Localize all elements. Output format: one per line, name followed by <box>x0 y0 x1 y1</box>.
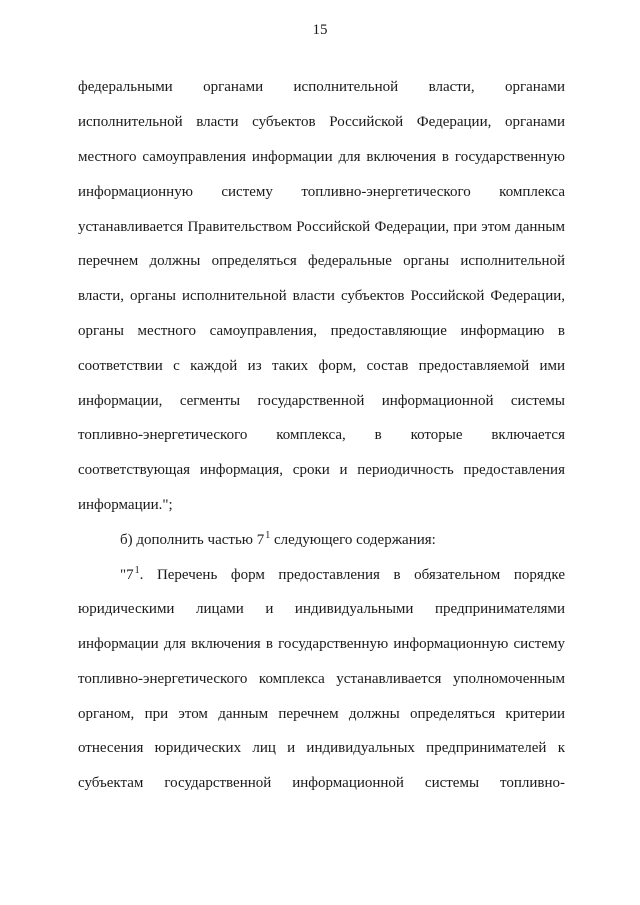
item-b-line <box>120 530 565 552</box>
text-line: информации."; <box>78 497 173 513</box>
paragraph-7-1-superscript: 1 <box>134 565 140 576</box>
text-line: юридическими лицами и индивидуальными предпринимателями <box>78 601 565 617</box>
text-line: устанавливается Правительством Российской Федерации, при этом данным <box>78 219 565 235</box>
text-line: перечнем должны определяться федеральные органы исполнительной <box>78 253 565 269</box>
paragraph-7-1-first-line <box>120 565 565 587</box>
item-b-superscript: 1 <box>265 530 271 541</box>
text-line: соответствующая информация, сроки и периодичность предоставления <box>78 462 565 478</box>
text-line: информации для включения в государственную информационную систему <box>78 636 565 652</box>
text-line: местного самоуправления информации для включения в государственную <box>78 149 565 165</box>
text-line: соответствии с каждой из таких форм, состав предоставляемой ими <box>78 358 565 374</box>
paragraph-7-1-text: . Перечень форм предоставления в обязательном порядке <box>139 567 565 583</box>
text-line: органом, при этом данным перечнем должны определяться критерии <box>78 706 565 722</box>
text-line: субъектам государственной информационной системы топливно- <box>78 775 565 791</box>
text-line: топливно-энергетического комплекса, в которые включается <box>78 427 565 443</box>
text-line: информационную систему топливно-энергетического комплекса <box>78 184 565 200</box>
text-line: топливно-энергетического комплекса устанавливается уполномоченным <box>78 671 565 687</box>
item-b-text-after: следующего содержания: <box>270 532 436 548</box>
text-line: информации, сегменты государственной информационной системы <box>78 393 565 409</box>
item-b-text-before: б) дополнить частью 7 <box>120 532 265 548</box>
paragraph-7-1-number: "7 <box>120 567 134 583</box>
text-line: федеральными органами исполнительной власти, органами <box>78 79 565 95</box>
text-line: власти, органы исполнительной власти субъектов Российской Федерации, <box>78 288 565 304</box>
text-line: органы местного самоуправления, предоставляющие информацию в <box>78 323 565 339</box>
page-number: 15 <box>312 22 328 38</box>
text-line: отнесения юридических лиц и индивидуальных предпринимателей к <box>78 740 565 756</box>
text-line: исполнительной власти субъектов Российской Федерации, органами <box>78 114 565 130</box>
